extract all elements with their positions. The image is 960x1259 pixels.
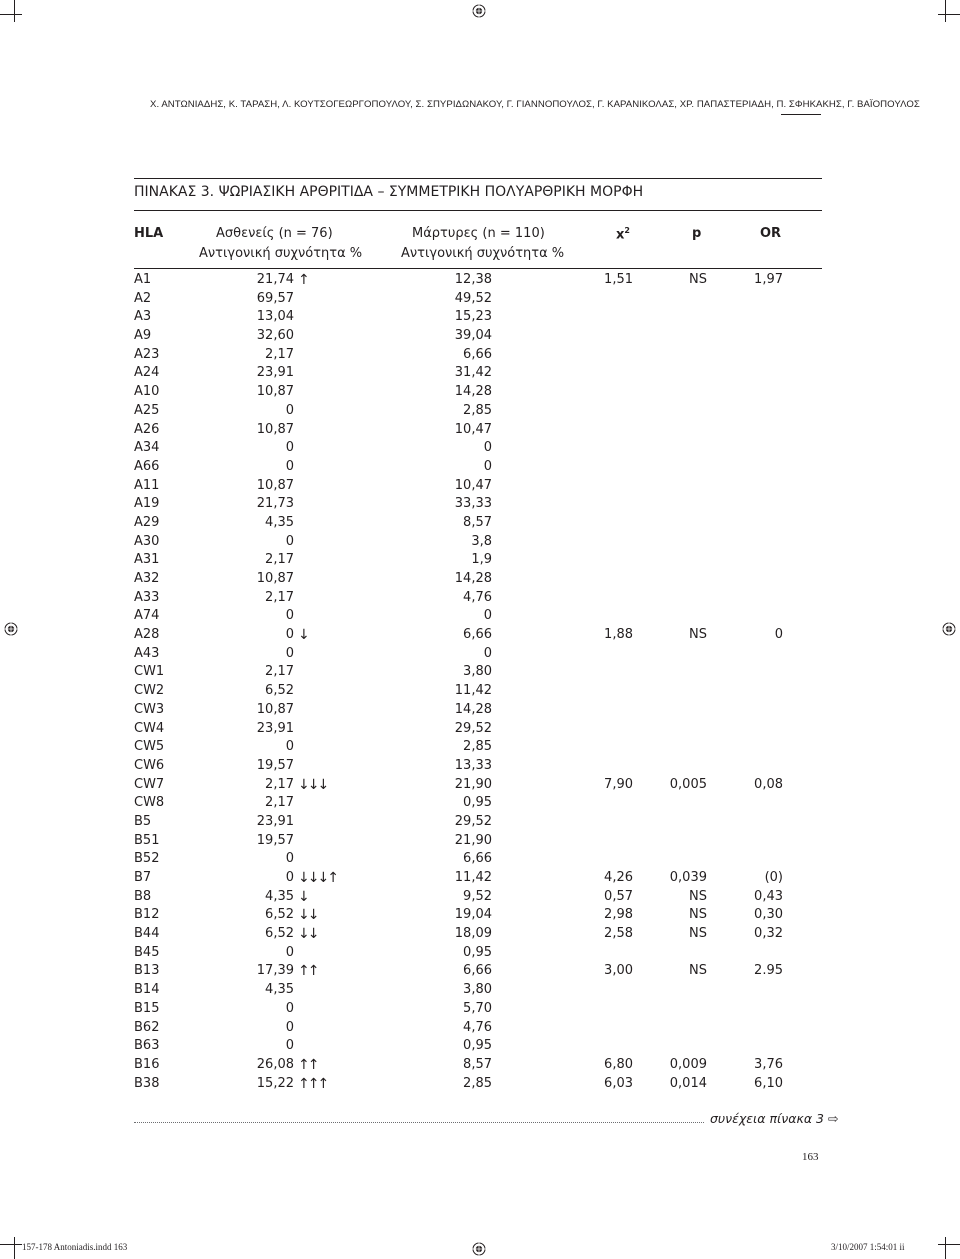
cell-hla: A25 — [134, 402, 160, 418]
cell-chi: 4,26 — [604, 870, 633, 885]
cell-patients: 32,60 — [256, 328, 294, 344]
cell-patients: 0 — [285, 1000, 294, 1016]
chi-label: x — [616, 227, 625, 243]
cell-or: (0) — [764, 870, 783, 885]
cell-p: NS — [689, 627, 707, 643]
cell-hla: B38 — [134, 1075, 160, 1091]
cell-hla: B44 — [134, 926, 160, 942]
running-header: Χ. ΑΝΤΩΝΙΑΔΗΣ, Κ. ΤΑΡΑΣΗ, Λ. ΚΟΥΤΣΟΓΕΩΡΓΟΠΟΥΛΟΥ, Σ. ΣΠΥΡΙΔΩΝΑΚΟΥ, Γ. ΓΙΑΝΝΟΠΟΥΛΟΣ, Γ. ΚΑΡΑΝΙΚΟΛΑΣ, ΧΡ. ΠΑΠΑΣΤΕΡΙΑΔΗ, Π. ΣΦΗΚΑΚΗΣ, Γ. ΒΑΪΟΠΟΥΛΟΣ — [150, 99, 920, 110]
cell-controls: 21,90 — [454, 776, 492, 792]
cell-controls: 5,70 — [463, 1000, 492, 1016]
cell-patients: 26,08 — [256, 1056, 294, 1072]
cell-controls: 3,80 — [463, 664, 492, 680]
cell-patients: 2,17 — [265, 552, 294, 568]
cell-hla: A2 — [134, 290, 152, 306]
cell-hla: CW4 — [134, 720, 165, 736]
title-rule-top — [134, 178, 822, 179]
table-row — [0, 832, 960, 851]
table-row — [0, 327, 960, 346]
cell-or: 0,30 — [754, 907, 783, 923]
table-row — [0, 925, 960, 944]
cell-patients: 69,57 — [256, 290, 294, 306]
crop-mark — [14, 1237, 15, 1259]
cell-patients: 6,52 — [265, 683, 294, 699]
cell-patients: 10,87 — [256, 421, 294, 437]
cell-controls: 2,85 — [463, 739, 492, 755]
cell-hla: A19 — [134, 496, 160, 512]
cell-controls: 3,80 — [463, 982, 492, 998]
cell-or: 6,10 — [754, 1075, 783, 1091]
table-title: ΠΙΝΑΚΑΣ 3. ΨΩΡΙΑΣΙΚΗ ΑΡΘΡΙΤΙΔΑ – ΣΥΜΜΕΤΡΙΚΗ ΠΟΛΥΑΡΘΡΙΚΗ ΜΟΡΦΗ — [134, 184, 644, 200]
cell-arrows: ↑↑ — [298, 1056, 318, 1073]
cell-controls: 18,09 — [454, 926, 492, 942]
cell-arrows: ↓↓↓ — [298, 776, 328, 793]
cell-controls: 29,52 — [454, 720, 492, 736]
cell-controls: 3,8 — [471, 533, 492, 549]
table-row — [0, 701, 960, 720]
table-row — [0, 1056, 960, 1075]
cell-hla: A30 — [134, 533, 160, 549]
table-row — [0, 906, 960, 925]
cell-chi: 6,03 — [604, 1075, 633, 1091]
cell-arrows: ↓ — [298, 627, 308, 644]
col-p-header: p — [692, 226, 702, 241]
cell-arrows: ↓↓ — [298, 907, 318, 924]
cell-controls: 14,28 — [454, 701, 492, 717]
chi-superscript: 2 — [624, 226, 630, 235]
cell-p: 0,039 — [669, 870, 707, 885]
cell-chi: 1,51 — [604, 272, 633, 287]
cell-controls: 0,95 — [463, 1038, 492, 1054]
cell-patients: 0 — [285, 739, 294, 755]
cell-arrows: ↑↑ — [298, 963, 318, 980]
registration-mark-top-icon — [472, 4, 486, 18]
cell-patients: 0 — [285, 1038, 294, 1054]
table-row — [0, 626, 960, 645]
crop-mark — [0, 14, 22, 15]
cell-arrows: ↓↓ — [298, 926, 318, 943]
cell-hla: B15 — [134, 1000, 160, 1016]
table-row — [0, 944, 960, 963]
cell-patients: 0 — [285, 458, 294, 474]
crop-mark — [938, 1244, 960, 1245]
cell-hla: CW3 — [134, 701, 165, 717]
col-patients-header: Ασθενείς (n = 76) — [216, 226, 333, 241]
cell-patients: 13,04 — [256, 309, 294, 325]
continuation-rule — [134, 1122, 704, 1123]
table-row — [0, 1000, 960, 1019]
cell-hla: B7 — [134, 870, 152, 885]
cell-patients: 10,87 — [256, 384, 294, 400]
cell-controls: 33,33 — [454, 496, 492, 512]
cell-patients: 0 — [285, 851, 294, 867]
col-controls-header: Μάρτυρες (n = 110) — [412, 226, 545, 241]
table-row — [0, 962, 960, 981]
col-or-header: OR — [760, 226, 782, 241]
cell-p: NS — [689, 907, 707, 923]
table-row — [0, 533, 960, 552]
cell-patients: 0 — [285, 1019, 294, 1035]
cell-controls: 0,95 — [463, 944, 492, 960]
cell-controls: 49,52 — [454, 290, 492, 306]
cell-or: 0,32 — [754, 926, 783, 942]
table-row — [0, 776, 960, 795]
cell-controls: 14,28 — [454, 384, 492, 400]
crop-mark — [938, 14, 960, 15]
cell-patients: 4,35 — [265, 982, 294, 998]
cell-chi: 7,90 — [604, 776, 633, 792]
cell-arrows: ↑↑↑ — [298, 1075, 328, 1092]
table-row — [0, 364, 960, 383]
cell-or: 0,43 — [754, 888, 783, 904]
cell-patients: 0 — [285, 870, 294, 885]
cell-hla: B12 — [134, 907, 160, 923]
cell-controls: 2,85 — [463, 1075, 492, 1091]
cell-controls: 1,9 — [471, 552, 492, 568]
cell-hla: A10 — [134, 384, 160, 400]
cell-arrows: ↑ — [298, 272, 308, 288]
cell-controls: 10,47 — [454, 421, 492, 437]
table-row — [0, 1019, 960, 1038]
cell-controls: 14,28 — [454, 571, 492, 586]
title-rule-bottom — [134, 210, 822, 211]
cell-hla: B62 — [134, 1019, 160, 1035]
table-row — [0, 869, 960, 888]
cell-patients: 23,91 — [256, 365, 294, 381]
cell-controls: 15,23 — [454, 309, 492, 325]
cell-hla: A34 — [134, 440, 160, 456]
page-number: 163 — [802, 1151, 819, 1163]
header-bottom-rule — [134, 268, 822, 269]
cell-chi: 1,88 — [604, 627, 633, 643]
table-row — [0, 383, 960, 402]
cell-hla: A26 — [134, 421, 160, 437]
cell-patients: 21,74 — [256, 272, 294, 287]
cell-hla: CW8 — [134, 795, 165, 811]
table-row — [0, 645, 960, 664]
table-row — [0, 421, 960, 440]
table-row — [0, 439, 960, 458]
col-controls-subheader: Αντιγονική συχνότητα % — [401, 246, 565, 261]
cell-hla: B63 — [134, 1038, 160, 1054]
table-row — [0, 1037, 960, 1056]
table-row — [0, 402, 960, 421]
cell-controls: 19,04 — [454, 907, 492, 923]
cell-hla: A33 — [134, 589, 160, 605]
cell-controls: 4,76 — [463, 1019, 492, 1035]
cell-controls: 8,57 — [463, 1056, 492, 1072]
cell-or: 0,08 — [754, 776, 783, 792]
table-row — [0, 271, 960, 290]
cell-hla: A74 — [134, 608, 160, 624]
cell-hla: B14 — [134, 982, 160, 998]
table-row — [0, 290, 960, 309]
cell-chi: 2,58 — [604, 926, 633, 942]
table-row — [0, 682, 960, 701]
cell-p: 0,014 — [669, 1075, 707, 1091]
cell-p: 0,009 — [669, 1056, 707, 1072]
cell-hla: A9 — [134, 328, 152, 344]
cell-or: 3,76 — [754, 1056, 783, 1072]
table-row — [0, 589, 960, 608]
cell-patients: 0 — [285, 402, 294, 418]
cell-controls: 21,90 — [454, 832, 492, 848]
crop-mark — [945, 1237, 946, 1259]
table-row — [0, 346, 960, 365]
cell-hla: A23 — [134, 346, 160, 362]
cell-controls: 6,66 — [463, 963, 492, 979]
cell-hla: B8 — [134, 888, 152, 904]
cell-patients: 6,52 — [265, 907, 294, 923]
cell-hla: B52 — [134, 851, 160, 867]
cell-or: 2.95 — [754, 963, 783, 979]
table-row — [0, 888, 960, 907]
cell-chi: 2,98 — [604, 907, 633, 923]
table-row — [0, 495, 960, 514]
cell-hla: B51 — [134, 832, 160, 848]
cell-patients: 23,91 — [256, 720, 294, 736]
table-row — [0, 720, 960, 739]
cell-patients: 0 — [285, 645, 294, 661]
cell-controls: 8,57 — [463, 514, 492, 530]
col-chi-header — [616, 226, 630, 242]
table-row — [0, 794, 960, 813]
cell-p: NS — [689, 926, 707, 942]
cell-arrows: ↓↓↓↑ — [298, 870, 337, 886]
cell-hla: CW1 — [134, 664, 165, 680]
cell-hla: A28 — [134, 627, 160, 643]
cell-hla: B5 — [134, 813, 152, 829]
cell-patients: 0 — [285, 608, 294, 624]
table-row — [0, 738, 960, 757]
cell-patients: 4,35 — [265, 888, 294, 904]
table-row — [0, 813, 960, 832]
cell-patients: 2,17 — [265, 664, 294, 680]
cell-patients: 0 — [285, 533, 294, 549]
cell-patients: 17,39 — [256, 963, 294, 979]
cell-hla: A29 — [134, 514, 160, 530]
cell-hla: A1 — [134, 272, 152, 287]
cell-patients: 15,22 — [256, 1075, 294, 1091]
cell-hla: CW2 — [134, 683, 165, 699]
cell-hla: B45 — [134, 944, 160, 960]
registration-mark-bottom-icon — [472, 1242, 486, 1256]
cell-patients: 0 — [285, 627, 294, 643]
cell-hla: A32 — [134, 571, 160, 586]
cell-patients: 2,17 — [265, 589, 294, 605]
cell-controls: 2,85 — [463, 402, 492, 418]
cell-controls: 0 — [483, 645, 492, 661]
crop-mark — [945, 0, 946, 22]
cell-controls: 12,38 — [454, 272, 492, 287]
cell-controls: 0 — [483, 440, 492, 456]
cell-hla: A24 — [134, 365, 160, 381]
table-row — [0, 663, 960, 682]
cell-patients: 2,17 — [265, 795, 294, 811]
cell-hla: B16 — [134, 1056, 160, 1072]
cell-hla: CW6 — [134, 757, 165, 773]
table-row — [0, 607, 960, 626]
cell-controls: 11,42 — [454, 870, 492, 885]
cell-controls: 0 — [483, 608, 492, 624]
cell-hla: A43 — [134, 645, 160, 661]
cell-patients: 23,91 — [256, 813, 294, 829]
table-row — [0, 850, 960, 869]
print-slug-file: 157-178 Antoniadis.indd 163 — [22, 1242, 128, 1252]
table-row — [0, 757, 960, 776]
cell-controls: 13,33 — [454, 757, 492, 773]
cell-hla: A3 — [134, 309, 152, 325]
cell-hla: B13 — [134, 963, 160, 979]
table-row — [0, 1075, 960, 1094]
cell-p: NS — [689, 272, 707, 287]
cell-chi: 3,00 — [604, 963, 633, 979]
cell-or: 1,97 — [754, 272, 783, 287]
header-rule — [781, 114, 821, 115]
cell-patients: 10,87 — [256, 571, 294, 586]
cell-chi: 0,57 — [604, 888, 633, 904]
cell-p: NS — [689, 888, 707, 904]
cell-hla: CW5 — [134, 739, 165, 755]
table-row — [0, 551, 960, 570]
cell-patients: 19,57 — [256, 832, 294, 848]
cell-patients: 10,87 — [256, 701, 294, 717]
table-row — [0, 308, 960, 327]
cell-patients: 19,57 — [256, 757, 294, 773]
cell-patients: 6,52 — [265, 926, 294, 942]
cell-hla: CW7 — [134, 776, 165, 792]
crop-mark — [14, 0, 15, 22]
cell-controls: 0 — [483, 458, 492, 474]
table-row — [0, 477, 960, 496]
cell-controls: 10,47 — [454, 477, 492, 493]
table-body — [0, 271, 960, 1093]
cell-controls: 31,42 — [454, 365, 492, 381]
col-hla-header: HLA — [134, 226, 164, 241]
table-row — [0, 514, 960, 533]
crop-mark — [0, 1244, 22, 1245]
cell-controls: 11,42 — [454, 683, 492, 699]
cell-patients: 21,73 — [256, 496, 294, 512]
cell-hla: A11 — [134, 477, 160, 493]
cell-controls: 6,66 — [463, 346, 492, 362]
cell-hla: A31 — [134, 552, 160, 568]
cell-hla: A66 — [134, 458, 160, 474]
cell-patients: 10,87 — [256, 477, 294, 493]
cell-or: 0 — [774, 627, 783, 643]
continuation-note: συνέχεια πίνακα 3 ⇨ — [710, 1111, 839, 1126]
cell-patients: 0 — [285, 440, 294, 456]
cell-controls: 6,66 — [463, 851, 492, 867]
cell-patients: 2,17 — [265, 346, 294, 362]
cell-controls: 0,95 — [463, 795, 492, 811]
cell-patients: 4,35 — [265, 514, 294, 530]
cell-controls: 4,76 — [463, 589, 492, 605]
table-row — [0, 570, 960, 589]
cell-controls: 9,52 — [463, 888, 492, 904]
table-row — [0, 458, 960, 477]
cell-patients: 0 — [285, 944, 294, 960]
cell-chi: 6,80 — [604, 1056, 633, 1072]
cell-controls: 6,66 — [463, 627, 492, 643]
table-row — [0, 981, 960, 1000]
cell-p: 0,005 — [669, 776, 707, 792]
cell-p: NS — [689, 963, 707, 979]
print-slug-date: 3/10/2007 1:54:01 ii — [831, 1242, 905, 1252]
cell-controls: 39,04 — [454, 328, 492, 344]
cell-controls: 29,52 — [454, 813, 492, 829]
cell-patients: 2,17 — [265, 776, 294, 792]
col-patients-subheader: Αντιγονική συχνότητα % — [199, 246, 363, 261]
cell-arrows: ↓ — [298, 888, 308, 905]
